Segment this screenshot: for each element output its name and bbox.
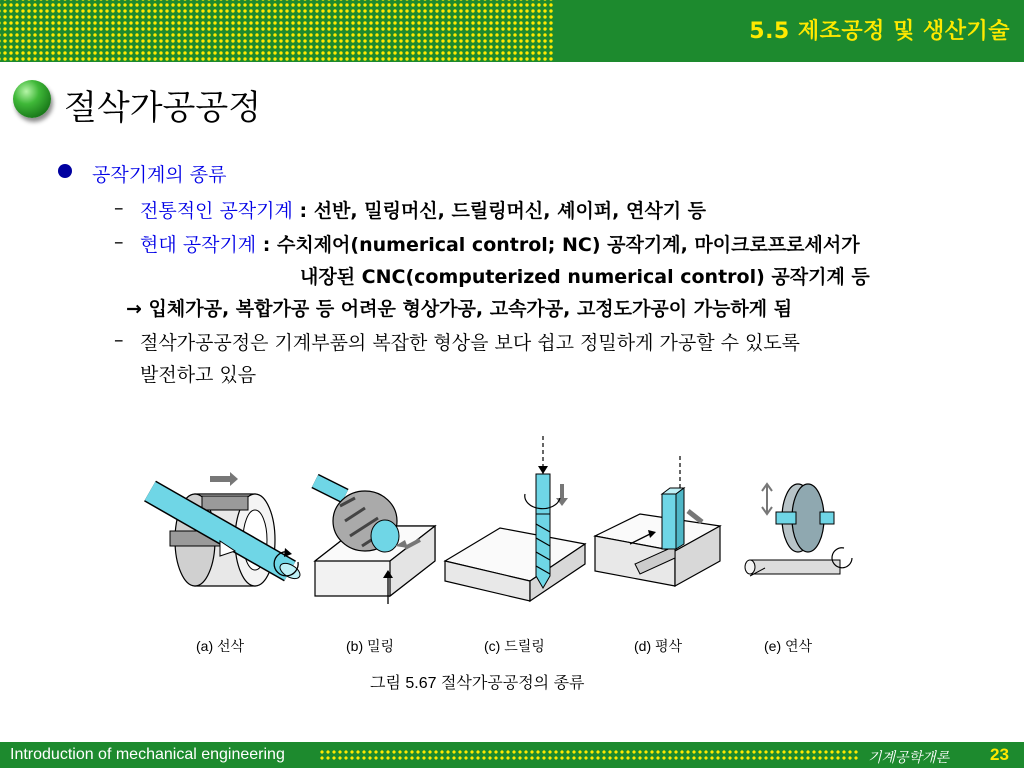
item-label: 전통적인 공작기계 <box>140 200 293 222</box>
header-dot-pattern <box>0 0 555 62</box>
dash-bullet: – <box>114 231 124 253</box>
item-label: 현대 공작기계 <box>140 234 257 256</box>
drilling-illustration <box>445 436 585 601</box>
grinding-illustration <box>745 484 852 576</box>
item-text: : 수치제어(numerical control; NC) 공작기계, 마이크로프로세서가 <box>256 234 860 256</box>
shaping-illustration <box>595 456 720 586</box>
course-name-korean: 기계공학개론 <box>868 750 950 766</box>
page-number: 23 <box>990 745 1009 764</box>
header-bar <box>0 0 1024 62</box>
dash-bullet: – <box>114 197 124 219</box>
item-text: : 선반, 밀링머신, 드릴링머신, 셰이퍼, 연삭기 등 <box>292 200 707 222</box>
machining-figure <box>140 436 870 636</box>
dash-bullet: – <box>114 329 124 351</box>
figure-caption-c: (c) 드릴링 <box>484 638 545 654</box>
list-item-traditional <box>140 196 706 223</box>
list-item-development-cont: 발전하고 있음 <box>140 364 257 386</box>
figure-caption-d: (d) 평삭 <box>634 638 683 654</box>
arrow-line: → 입체가공, 복합가공 등 어려운 형상가공, 고속가공, 고정도가공이 가능하게 됨 <box>126 298 793 320</box>
chapter-title: 5.5 제조공정 및 생산기술 <box>749 19 1010 44</box>
figure-caption-e: (e) 연삭 <box>764 638 813 654</box>
list-item-modern-cont: 내장된 CNC(computerized numerical control) 공작기계 등 <box>300 266 870 288</box>
figure-caption-a: (a) 선삭 <box>196 638 245 654</box>
page-title: 절삭가공공정 <box>64 88 262 128</box>
footer-dot-pattern <box>318 748 858 762</box>
title-bullet-icon <box>13 80 51 118</box>
list-item-modern <box>140 230 860 257</box>
bullet-dot-icon <box>58 164 72 178</box>
figure-caption: 그림 5.67 절삭가공공정의 종류 <box>370 675 585 692</box>
section-heading: 공작기계의 종류 <box>92 164 227 186</box>
figure-caption-b: (b) 밀링 <box>346 638 395 654</box>
course-name: Introduction of mechanical engineering <box>10 746 285 763</box>
turning-illustration <box>150 472 303 586</box>
milling-illustration <box>315 481 435 604</box>
list-item-development: 절삭가공공정은 기계부품의 복잡한 형상을 보다 쉽고 정밀하게 가공할 수 있도록 <box>140 332 801 354</box>
